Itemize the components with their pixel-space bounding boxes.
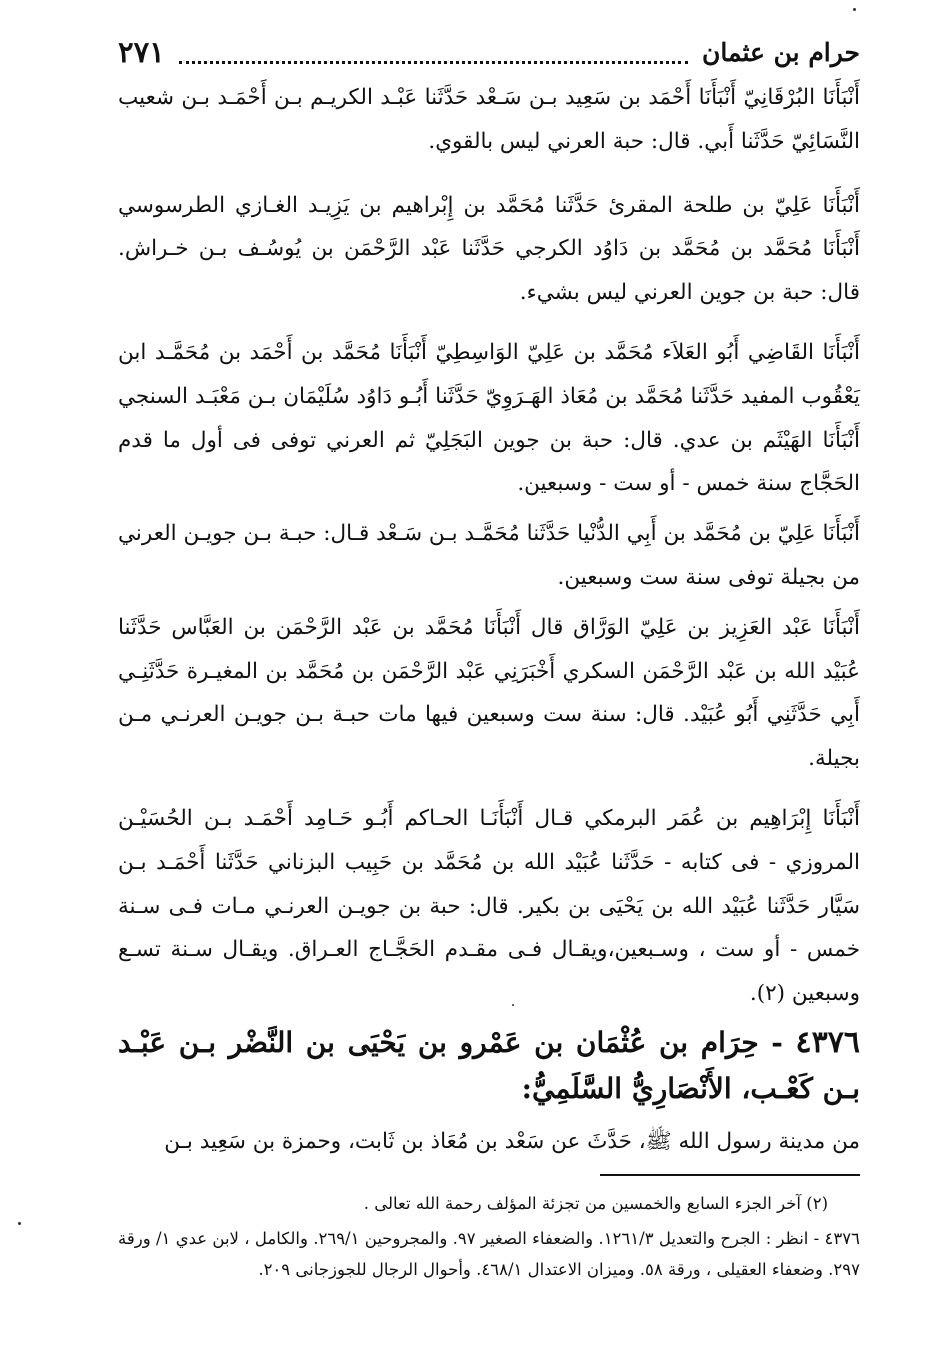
entry-text: من مدينة رسول الله ﷺ، حَدَّثَ عن سَعْد بن مُعَاذ بن ثَابت، وحمزة بن سَعِيد بـن — [164, 1128, 860, 1154]
entry-heading — [118, 1020, 860, 1112]
paragraph: أَنْبَأَنَا البُرْقَانِيّ أَنْبَأَنَا أَحْمَد بن سَعِيد بـن سَـعْد حَدَّثَنا عَبْـد الكريـم بـن أَحْمَـد بـن شعيب النَّسَائِيّ حَدَّثَنا أَبي. قال: حبة العرني ليس بالقوي. — [118, 85, 860, 154]
footnote: ٤٣٧٦ - انظر : الجرح والتعديل ١٢٦١/٣. والضعفاء الصغير ٩٧. والمجروحين ٢٦٩/١. والكامل ، لابن عدي ١/ ورقة ٢٩٧. وضعفاء العقيلى ، ورقة ٥٨. وميزان الاعتدال ٤٦٨/١. وأحوال الرجال للجوزجانى ٢٠٩. — [118, 1229, 860, 1279]
scan-speck — [18, 1222, 21, 1225]
page-number: ٢٧١ — [118, 35, 165, 69]
scan-speck — [853, 8, 856, 11]
entry-title: - حِرَام بن عُثْمَان بن عَمْرو بن يَحْيَى بن النَّضْر بـن عَبْـد بـن كَعْـب، الأَنْصَارِيُّ السَّلَمِيُّ: — [118, 1025, 860, 1105]
main-text — [118, 76, 860, 1164]
running-title: حرام بن عثمان — [702, 37, 860, 67]
page-header — [118, 32, 860, 72]
entry-number: ٤٣٧٦ — [795, 1024, 860, 1060]
paragraph: أَنْبَأَنَا عَبْد العَزِيز بن عَلِيّ الوَرَّاق قال أَنْبَأَنَا مُحَمَّد بن عَبْد الرَّحْمَن بن العَبَّاس حَدَّثَنا عُبَيْد الله بن عَبْد الرَّحْمَن السكري أَخْبَرَنِي عَبْد الرَّحْمَن بن مُحَمَّد بن المغيـرة حَدَّثَنِـي أَبِي حَدَّثَنِي أَبُو عُبَيْد. قال: سنة ست وسبعين فيها مات حبـة بـن جويـن العرنـي مـن بجيلة. — [118, 614, 860, 772]
footnote: (٢) آخر الجزء السابع والخمسين من تجزئة المؤلف رحمة الله تعالى . — [363, 1194, 828, 1213]
header-dot-leader — [179, 41, 688, 64]
footnote-divider — [600, 1174, 860, 1176]
footnotes — [118, 1188, 860, 1285]
scan-speck — [512, 1004, 514, 1006]
paragraph: أَنْبَأَنَا عَلِيّ بن طلحة المقرئ حَدَّثَنا مُحَمَّد بن إِبْراهيم بن يَزِيـد الغـازي الطرسوسي أَنْبَأَنَا مُحَمَّد بن مُحَمَّد بن دَاوُد الكرجي حَدَّثَنا عَبْد الرَّحْمَن بن يُوسُـف بـن خـراش. قال: حبة بن جوين العرني ليس بشيء. — [118, 192, 860, 306]
paragraph: أَنْبَأَنَا القَاضِي أَبُو العَلاَء مُحَمَّد بن عَلِيّ الوَاسِطِيّ أَنْبَأَنَا مُحَمَّد بن أَحْمَد بن مُحَمَّـد ابن يَعْقُوب المفيد حَدَّثَنا مُحَمَّد بن مُعَاذ الهَـرَوِيّ حَدَّثَنا أَبُـو دَاوُد سُلَيْمَان بـن مَعْبَـد السنجي أَنْبَأَنَا الهَيْثَم بن عدي. قال: حبة بن جوين البَجَلِيّ ثم العرني توفى فى أول ما قدم الحَجَّاج سنة خمس - أو ست - وسبعين. — [118, 339, 860, 497]
paragraph: أَنْبَأَنَا إِبْرَاهِيم بن عُمَر البرمكي قـال أَنْبَأَنَـا الحـاكم أَبُـو حَـامِد أَحْمَـد بـن الحُسَيْـن المروزي - فى كتابه - حَدَّثَنا عُبَيْد الله بن مُحَمَّد بن حَبِيب البزناني حَدَّثَنا أَحْمَـد بـن سَيَّار حَدَّثَنا عُبَيْد الله بن يَحْيَى بن بكير. قال: حبة بن جويـن العرنـي مـات فـى سـنة خمس - أو ست ، وسـبعين،ويقـال فـى مقـدم الحَجَّـاج العـراق. ويقـال سـنة تسـع وسبعين (٢). — [118, 805, 860, 1007]
paragraph: أَنْبَأَنَا عَلِيّ بن مُحَمَّد بن أَبِي الدُّنْيا حَدَّثَنا مُحَمَّـد بـن سَـعْد قـال: حبـة بـن جويـن العرني من بجيلة توفى سنة ست وسبعين. — [117, 521, 860, 590]
